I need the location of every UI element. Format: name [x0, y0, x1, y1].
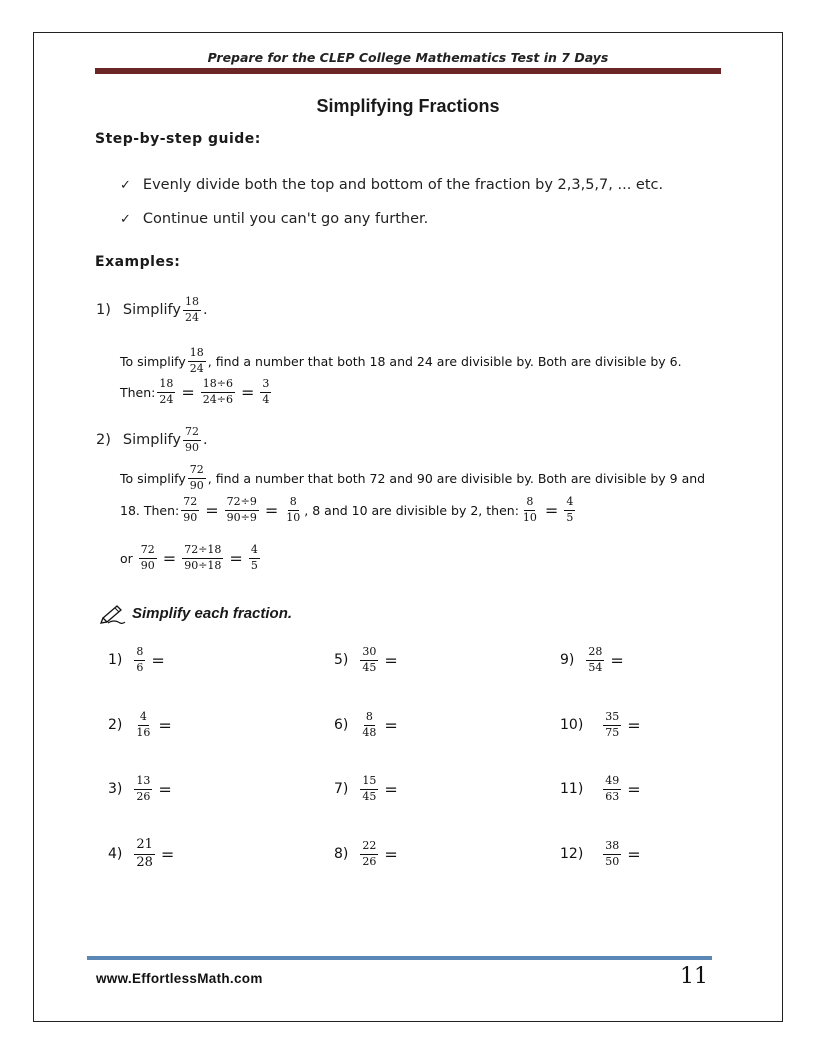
fraction: $\frac{8}{10}$: [522, 495, 537, 524]
fraction: $\frac{4}{5}$: [250, 543, 258, 572]
problem-11: 11) $\frac{49}{63}$ =: [560, 774, 641, 803]
fraction: $\frac{49}{63}$: [605, 774, 620, 803]
example-2-question: 2) Simplify $\frac{72}{90}$ .: [96, 425, 208, 454]
checkmark-icon: ✓: [120, 211, 131, 227]
example-1-solution: Then: $\frac{18}{24}$ = $\frac{18\div 6}{24\div 6}$ = $\frac{3}{4}$: [120, 377, 270, 406]
problem-4: 4) $\frac{21}{28}$ =: [108, 837, 175, 870]
problem-3: 3) $\frac{13}{26}$ =: [108, 774, 172, 803]
footer-divider: [87, 956, 712, 960]
example-2-explanation: To simplify $\frac{72}{90}$ , find a number that both 72 and 90 are divisible by. Both are divisible by 9 and: [120, 463, 706, 492]
fraction: $\frac{3}{4}$: [262, 377, 270, 406]
page-number: 11: [680, 964, 708, 989]
problem-9: 9) $\frac{28}{54}$ =: [560, 645, 624, 674]
fraction: $\frac{8}{10}$: [286, 495, 301, 524]
fraction: $\frac{72}{90}$: [184, 425, 199, 454]
fraction: $\frac{4}{5}$: [566, 495, 574, 524]
header-divider: [95, 68, 721, 74]
guide-bullet-text: Evenly divide both the top and bottom of the fraction by 2,3,5,7, ... etc.: [142, 177, 664, 193]
example-number: 1): [96, 302, 111, 319]
page-title: Simplifying Fractions: [316, 96, 500, 116]
fraction: $\frac{18\div 6}{24\div 6}$: [202, 377, 234, 406]
fraction: $\frac{72}{90}$: [183, 495, 198, 524]
fraction: $\frac{15}{45}$: [362, 774, 377, 803]
footer-website: www.EffortlessMath.com: [96, 971, 263, 986]
exercise-heading: Simplify each fraction.: [132, 605, 293, 622]
problem-8: 8) $\frac{22}{26}$ =: [334, 839, 398, 868]
fraction: $\frac{72}{90}$: [140, 543, 155, 572]
problem-2: 2) $\frac{4}{16}$ =: [108, 710, 172, 739]
example-2-alternate-solution: or $\frac{72}{90}$ = $\frac{72\div 18}{90\div 18}$ = $\frac{4}{5}$: [120, 543, 258, 572]
checkmark-icon: ✓: [120, 177, 131, 193]
example-prompt: Simplify: [122, 432, 181, 449]
fraction: $\frac{21}{28}$: [136, 837, 153, 870]
guide-bullet-1: [120, 177, 663, 193]
fraction: $\frac{18}{24}$: [189, 346, 204, 375]
fraction: $\frac{18}{24}$: [184, 295, 199, 324]
problem-6: 6) $\frac{8}{48}$ =: [334, 710, 398, 739]
fraction: $\frac{4}{16}$: [136, 710, 151, 739]
fraction: $\frac{18}{24}$: [159, 377, 174, 406]
problem-10: 10) $\frac{35}{75}$ =: [560, 710, 641, 739]
example-1-question: 1) Simplify $\frac{18}{24}$ .: [96, 295, 208, 324]
problem-5: 5) $\frac{30}{45}$ =: [334, 645, 398, 674]
example-2-solution: 18. Then: $\frac{72}{90}$ = $\frac{72\div 9}{90\div 9}$ = $\frac{8}{10}$ , 8 and 10 are divisible by 2, then: $\frac{8}{10}$ = $\frac{4}{5}$: [120, 495, 574, 524]
fraction: $\frac{35}{75}$: [605, 710, 620, 739]
fraction: $\frac{72\div 18}{90\div 18}$: [184, 543, 222, 572]
problem-7: 7) $\frac{15}{45}$ =: [334, 774, 398, 803]
fraction: $\frac{8}{6}$: [136, 645, 144, 674]
fraction: $\frac{8}{48}$: [362, 710, 377, 739]
fraction: $\frac{13}{26}$: [136, 774, 151, 803]
guide-heading: Step-by-step guide:: [95, 131, 261, 147]
pencil-writing-icon: [100, 602, 126, 624]
examples-heading: Examples:: [95, 254, 181, 270]
guide-bullet-2: [120, 211, 428, 227]
fraction: $\frac{28}{54}$: [588, 645, 603, 674]
problem-12: 12) $\frac{38}{50}$ =: [560, 839, 641, 868]
fraction: $\frac{38}{50}$: [605, 839, 620, 868]
running-header: Prepare for the CLEP College Mathematics Test in 7 Days: [207, 50, 609, 65]
problem-1: 1) $\frac{8}{6}$ =: [108, 645, 165, 674]
example-1-explanation: To simplify $\frac{18}{24}$ , find a number that both 18 and 24 are divisible by. Both are divisible by 6.: [120, 346, 682, 375]
example-number: 2): [96, 432, 111, 449]
example-prompt: Simplify: [122, 302, 181, 319]
guide-bullet-text: Continue until you can't go any further.: [142, 211, 429, 227]
fraction: $\frac{30}{45}$: [362, 645, 377, 674]
fraction: $\frac{72}{90}$: [189, 463, 204, 492]
fraction: $\frac{22}{26}$: [362, 839, 377, 868]
fraction: $\frac{72\div 9}{90\div 9}$: [226, 495, 257, 524]
